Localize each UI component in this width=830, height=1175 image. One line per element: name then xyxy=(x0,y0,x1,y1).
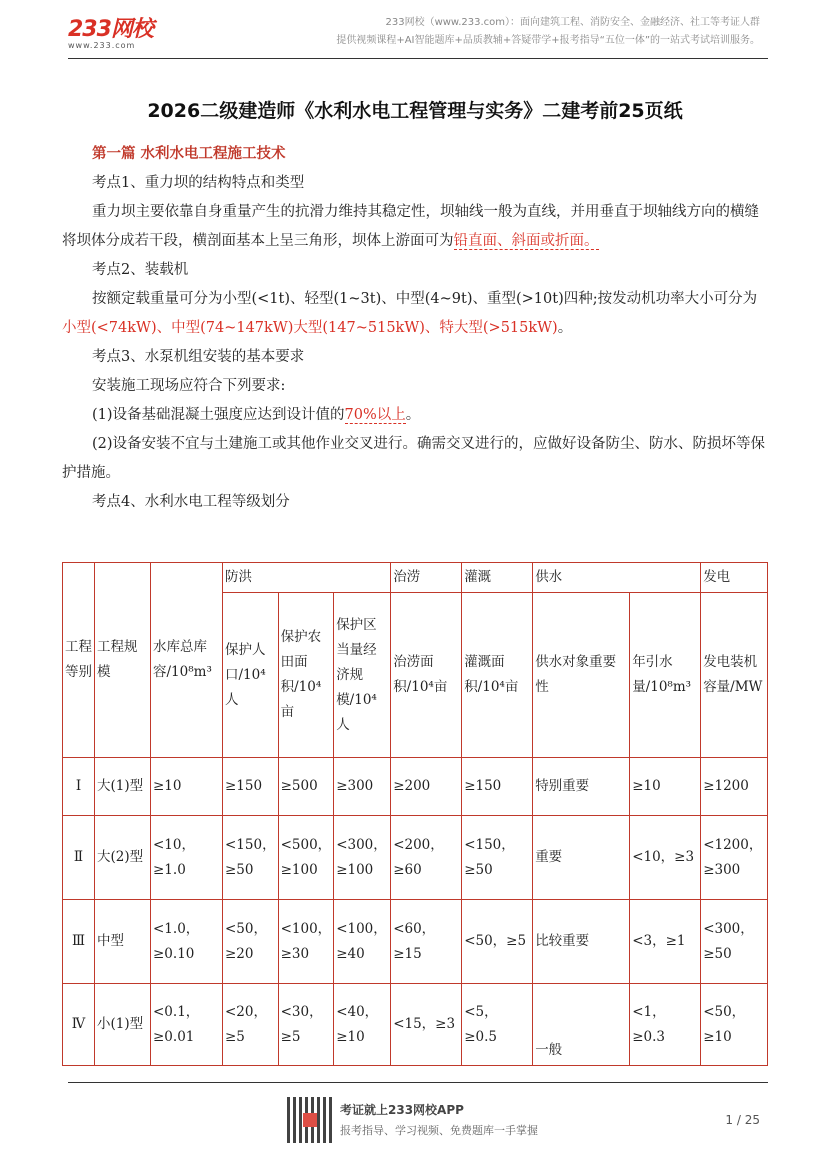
cell-power: ≥1200 xyxy=(701,758,768,816)
cell-population: ≥150 xyxy=(223,758,279,816)
cell-irrigation: <5，≥0.5 xyxy=(462,984,533,1066)
subheader-irr-area: 灌溉面积/10⁴亩 xyxy=(462,593,533,758)
cell-population: <150，≥50 xyxy=(223,816,279,900)
table-row xyxy=(63,758,768,816)
cell-annual-flow: <1，≥0.3 xyxy=(630,984,701,1066)
cell-rank: Ⅳ xyxy=(63,984,95,1066)
header-line-2: 提供视频课程+AI智能题库+品质教辅+答疑带学+报考指导“五位一体”的一站式考试培训服务。 xyxy=(336,35,760,46)
topic-1-text xyxy=(62,198,768,256)
cell-farmland: <500，≥100 xyxy=(278,816,334,900)
cell-irrigation: <50，≥5 xyxy=(462,900,533,984)
subheader-economy: 保护区当量经济规模/10⁴人 xyxy=(334,593,391,758)
topic-1-heading: 考点1、重力坝的结构特点和类型 xyxy=(92,175,305,191)
cell-drainage: <15，≥3 xyxy=(391,984,462,1066)
cell-annual-flow: ≥10 xyxy=(630,758,701,816)
cell-farmland: <100，≥30 xyxy=(278,900,334,984)
subheader-farmland: 保护农田面积/10⁴亩 xyxy=(278,593,334,758)
cell-supply-importance: 比较重要 xyxy=(533,900,630,984)
cell-capacity: <0.1，≥0.01 xyxy=(151,984,223,1066)
cell-annual-flow: <3，≥1 xyxy=(630,900,701,984)
header-drainage: 治涝 xyxy=(391,563,462,593)
cell-supply-importance: 重要 xyxy=(533,816,630,900)
header-power: 发电 xyxy=(701,563,768,593)
header-line-1: 233网校（www.233.com）：面向建筑工程、消防安全、金融经济、社工等考证人群 xyxy=(385,17,760,28)
cell-scale: 小(1)型 xyxy=(95,984,151,1066)
page-title: 2026二级建造师《水利水电工程管理与实务》二建考前25页纸 xyxy=(147,100,683,122)
cell-capacity: ≥10 xyxy=(151,758,223,816)
item-1-end: 。 xyxy=(405,407,421,423)
cell-capacity: <1.0，≥0.10 xyxy=(151,900,223,984)
topic-3-heading: 考点3、水泵机组安装的基本要求 xyxy=(92,349,305,365)
qr-code-icon[interactable] xyxy=(287,1097,333,1143)
topic-3-item-2: (2)设备安装不宜与土建施工或其他作业交叉进行。确需交叉进行的，应做好设备防尘、防水、防损坏等保护措施。 xyxy=(62,436,766,481)
topic-3-intro: 安装施工现场应符合下列要求: xyxy=(92,378,286,394)
topic-2-text-main: 按额定载重量可分为小型(<1t)、轻型(1~3t)、中型(4~9t)、重型(>10t)四种;按发动机功率大小可分为 xyxy=(92,291,758,307)
header-irrigation: 灌溉 xyxy=(462,563,533,593)
cell-drainage: ≥200 xyxy=(391,758,462,816)
header-capacity: 水库总库容/10⁸m³ xyxy=(151,563,223,758)
subheader-population: 保护人口/10⁴人 xyxy=(223,593,279,758)
cell-economy: <40，≥10 xyxy=(334,984,391,1066)
cell-power: <300，≥50 xyxy=(701,900,768,984)
cell-rank: Ⅲ xyxy=(63,900,95,984)
cell-supply-importance: 一般 xyxy=(533,984,630,1066)
cell-supply-importance: 特别重要 xyxy=(533,758,630,816)
page-number: 1 / 25 xyxy=(725,1113,760,1127)
cell-scale: 大(1)型 xyxy=(95,758,151,816)
topic-4-heading: 考点4、水利水电工程等级划分 xyxy=(92,494,290,510)
cell-drainage: <60，≥15 xyxy=(391,900,462,984)
table-row xyxy=(63,816,768,900)
header-scale: 工程规模 xyxy=(95,563,151,758)
header-intro xyxy=(336,14,760,50)
topic-1-highlight: 铅直面、斜面或折面。 xyxy=(453,233,599,249)
header-rank: 工程等别 xyxy=(63,563,95,758)
subheader-drain-area: 治涝面积/10⁴亩 xyxy=(391,593,462,758)
site-logo[interactable] xyxy=(68,12,153,50)
document-body xyxy=(62,140,768,517)
cell-rank: Ⅰ xyxy=(63,758,95,816)
cell-economy: <300，≥100 xyxy=(334,816,391,900)
header-water-supply: 供水 xyxy=(533,563,701,593)
cell-irrigation: <150，≥50 xyxy=(462,816,533,900)
logo-url: www.233.com xyxy=(68,41,136,50)
subheader-annual-flow: 年引水量/10⁸m³ xyxy=(630,593,701,758)
table-row xyxy=(63,984,768,1066)
footer-divider xyxy=(68,1082,768,1083)
item-1-highlight: 70%以上 xyxy=(344,407,406,423)
header-divider xyxy=(68,58,768,59)
cell-population: <20，≥5 xyxy=(223,984,279,1066)
topic-1-text-main: 重力坝主要依靠自身重量产生的抗滑力维持其稳定性，坝轴线一般为直线，并用垂直于坝轴线方向的横缝将坝体分成若干段，横剖面基本上呈三角形，坝体上游面可为 xyxy=(62,204,759,249)
cell-economy: ≥300 xyxy=(334,758,391,816)
cell-population: <50，≥20 xyxy=(223,900,279,984)
section-heading: 第一篇 水利水电工程施工技术 xyxy=(92,146,286,162)
cell-scale: 中型 xyxy=(95,900,151,984)
topic-2-heading: 考点2、装载机 xyxy=(92,262,189,278)
cell-economy: <100，≥40 xyxy=(334,900,391,984)
cell-scale: 大(2)型 xyxy=(95,816,151,900)
cell-farmland: <30，≥5 xyxy=(278,984,334,1066)
cell-power: <1200，≥300 xyxy=(701,816,768,900)
subheader-supply-importance: 供水对象重要性 xyxy=(533,593,630,758)
cell-power: <50，≥10 xyxy=(701,984,768,1066)
cell-capacity: <10，≥1.0 xyxy=(151,816,223,900)
cell-drainage: <200，≥60 xyxy=(391,816,462,900)
cell-irrigation: ≥150 xyxy=(462,758,533,816)
header-flood: 防洪 xyxy=(223,563,391,593)
cell-rank: Ⅱ xyxy=(63,816,95,900)
topic-3-item-1 xyxy=(62,401,768,430)
project-grade-table xyxy=(62,562,768,1066)
logo-text: 233网校 xyxy=(68,17,153,42)
cell-farmland: ≥500 xyxy=(278,758,334,816)
topic-2-highlight: 小型(<74kW)、中型(74~147kW)大型(147~515kW)、特大型(>515kW) xyxy=(62,320,558,336)
topic-2-text xyxy=(62,285,768,343)
cell-annual-flow: <10，≥3 xyxy=(630,816,701,900)
topic-2-text-end: 。 xyxy=(557,320,573,336)
table-row xyxy=(63,900,768,984)
footer-slogan: 报考指导、学习视频、免费题库一手掌握 xyxy=(340,1124,538,1137)
footer-app-promo: 考证就上233网校APP xyxy=(340,1103,464,1117)
subheader-installed-capacity: 发电装机容量/MW xyxy=(701,593,768,758)
item-1-main: (1)设备基础混凝土强度应达到设计值的 xyxy=(92,407,345,423)
